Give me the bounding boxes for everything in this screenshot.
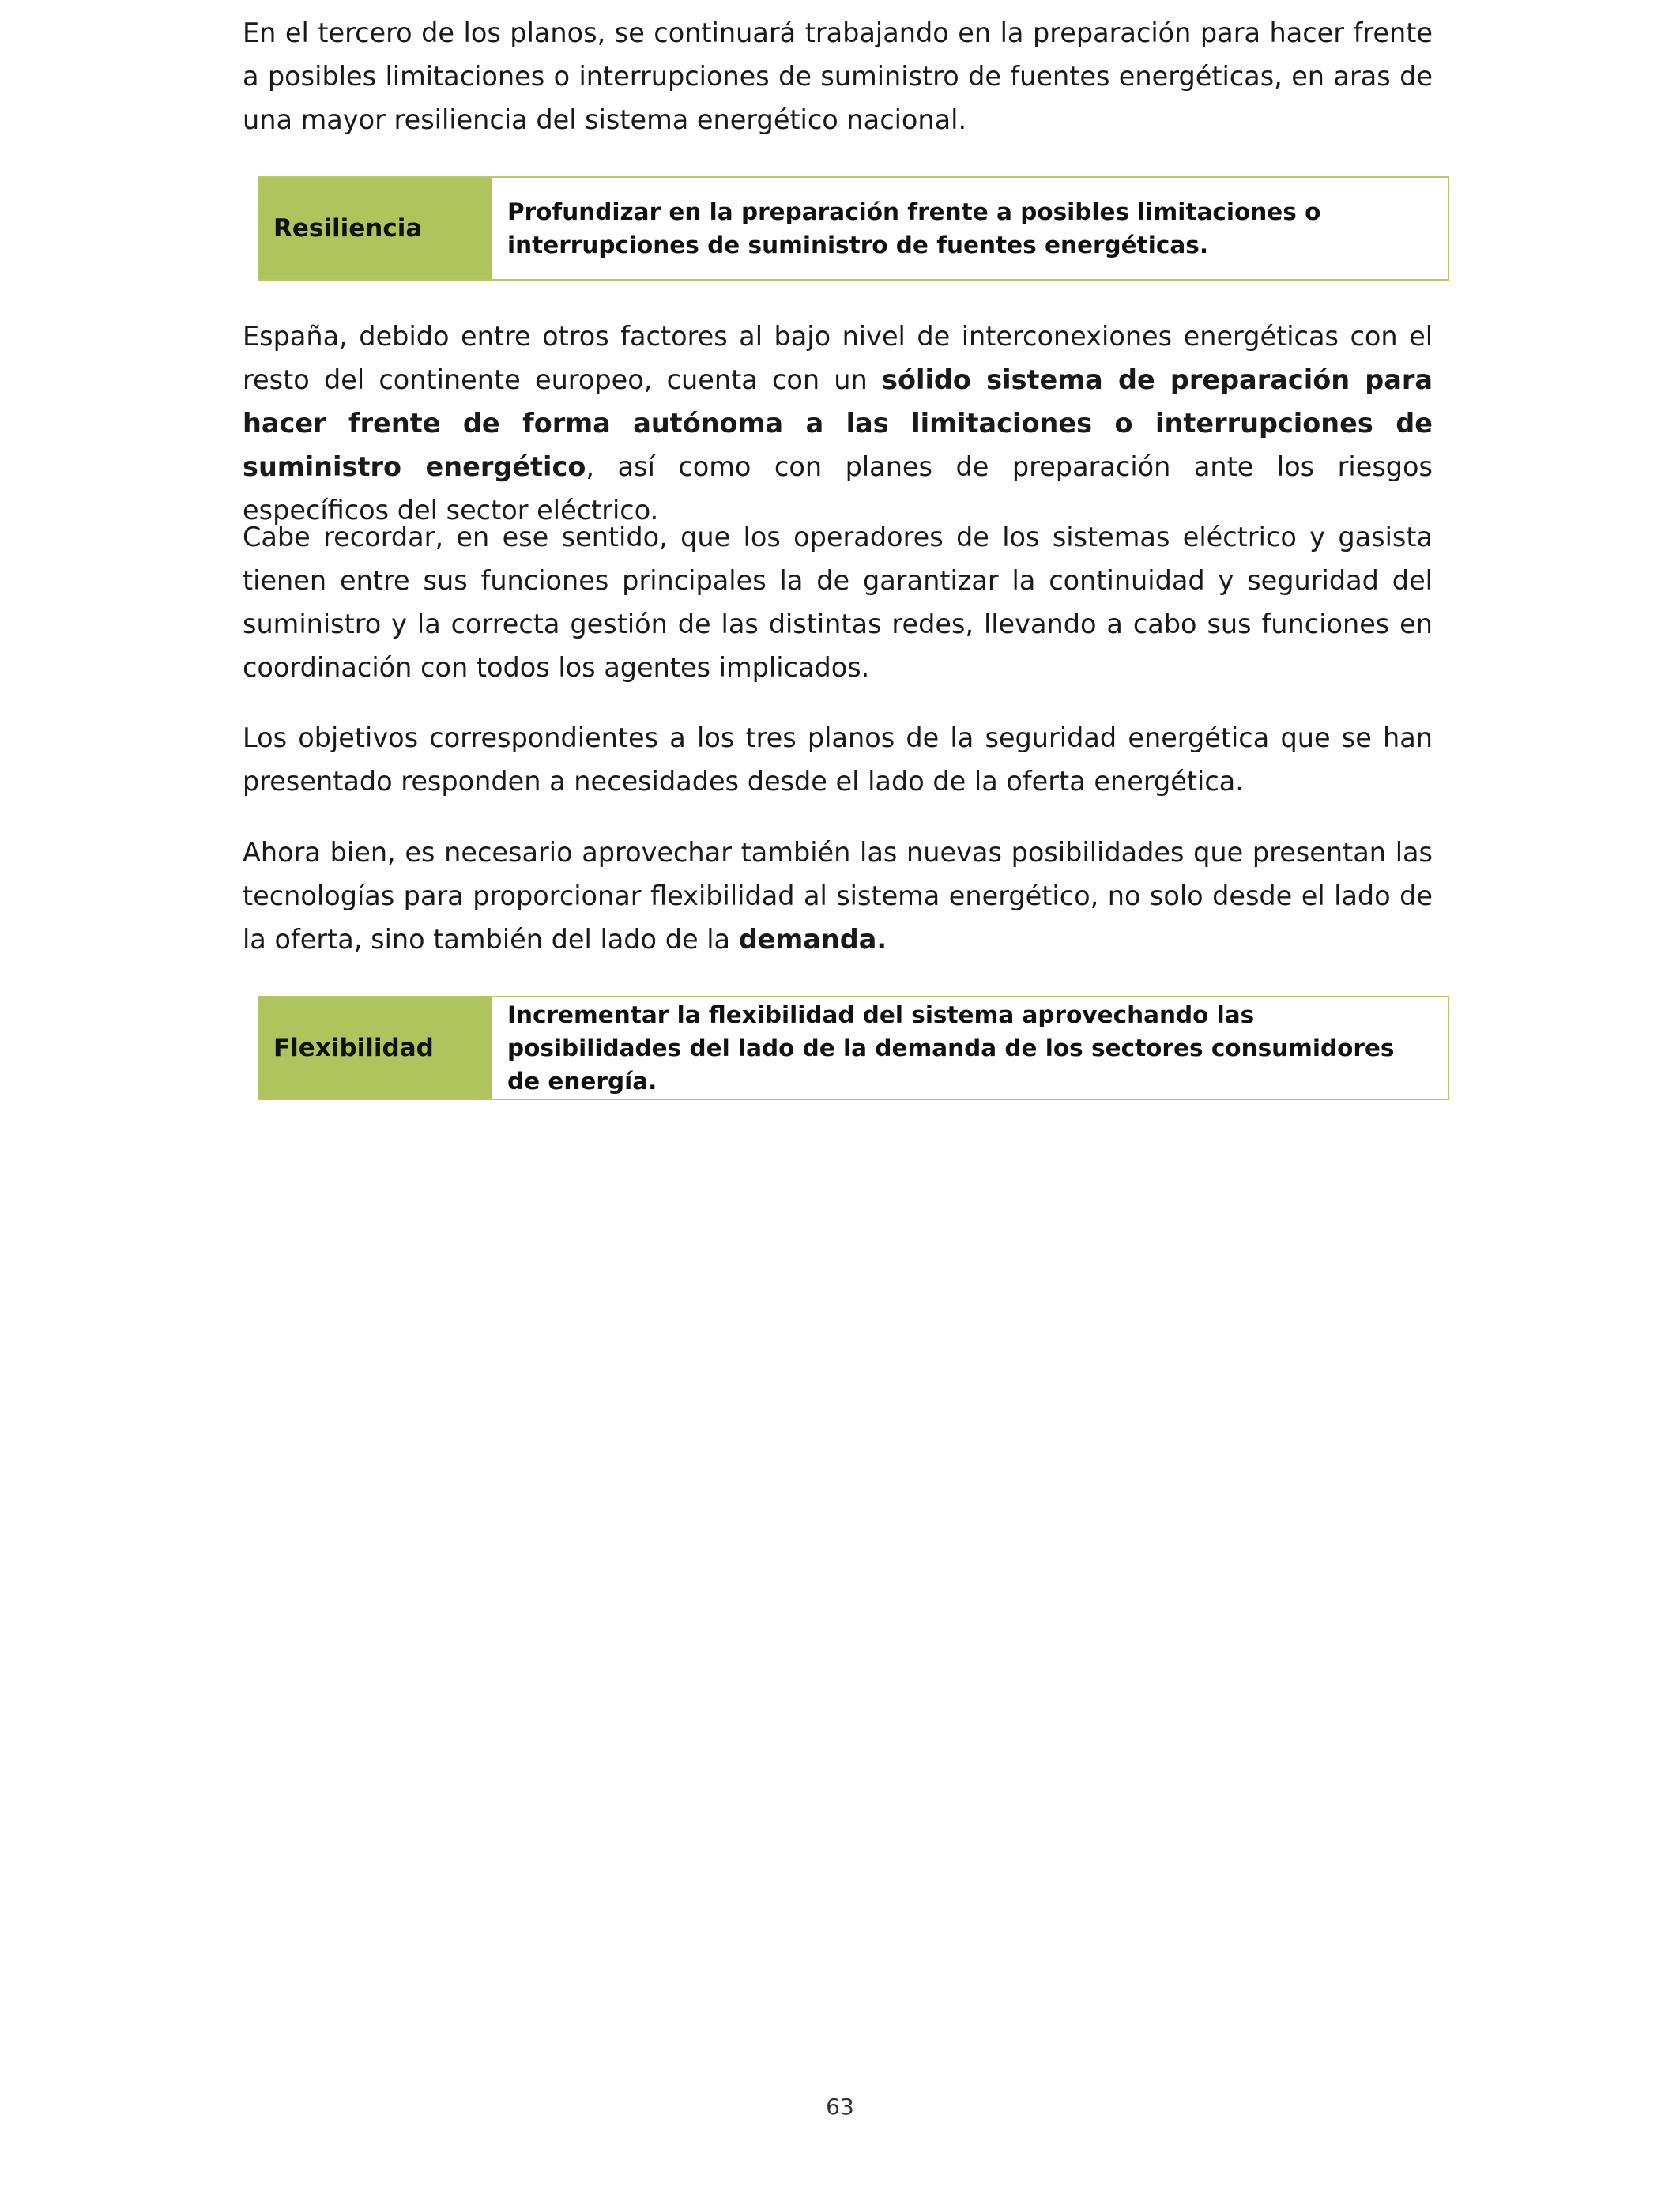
objective-label-flexibilidad: Flexibilidad: [259, 997, 492, 1099]
objective-box-flexibilidad: [258, 996, 1449, 1100]
page-number: 63: [826, 2094, 854, 2120]
paragraph-2: [243, 315, 1433, 532]
paragraph-3: Cabe recordar, en ese sentido, que los operadores de los sistemas eléctrico y gasista tienen entre sus funciones principales la de garantizar la continuidad y seguridad del suministro y la correcta gestión de las distintas redes, llevando a cabo sus funciones en coordinación con todos los agentes implicados.: [243, 522, 1433, 683]
paragraph-5-bold: demanda.: [738, 924, 887, 955]
paragraph-2-bold: sólido sistema de preparación para hacer frente de forma autónoma a las limitaciones o interrupciones de suministro energético: [243, 364, 1433, 482]
paragraph-4: Los objetivos correspondientes a los tres planos de la seguridad energética que se han presentado responden a necesidades desde el lado de la oferta energética.: [243, 722, 1433, 797]
objective-text-flexibilidad: Incrementar la flexibilidad del sistema aprovechando las posibilidades del lado de la demanda de los sectores consumidores de energía.: [507, 1001, 1395, 1095]
objective-text-resiliencia: Profundizar en la preparación frente a posibles limitaciones o interrupciones de suministro de fuentes energéticas.: [507, 198, 1321, 258]
objective-box-resiliencia: [258, 176, 1449, 281]
paragraph-2-text-a: España, debido entre otros factores al bajo nivel de interconexiones energéticas con el resto del continente europeo, cuenta con un: [243, 321, 1433, 395]
paragraph-5-text: Ahora bien, es necesario aprovechar también las nuevas posibilidades que presentan las tecnologías para proporcionar flexibilidad al sistema energético, no solo desde el lado de la oferta, sino también del lado de la: [243, 837, 1433, 955]
paragraph-2-text-b: , así como con planes de preparación ante los riesgos específicos del sector eléctrico.: [243, 451, 1433, 526]
paragraph-1: En el tercero de los planos, se continuará trabajando en la preparación para hacer frente a posibles limitaciones o interrupciones de suministro de fuentes energéticas, en aras de una mayor resiliencia del sistema energético nacional.: [243, 17, 1433, 135]
paragraph-5: [243, 831, 1433, 961]
objective-label-resiliencia: Resiliencia: [259, 178, 492, 279]
